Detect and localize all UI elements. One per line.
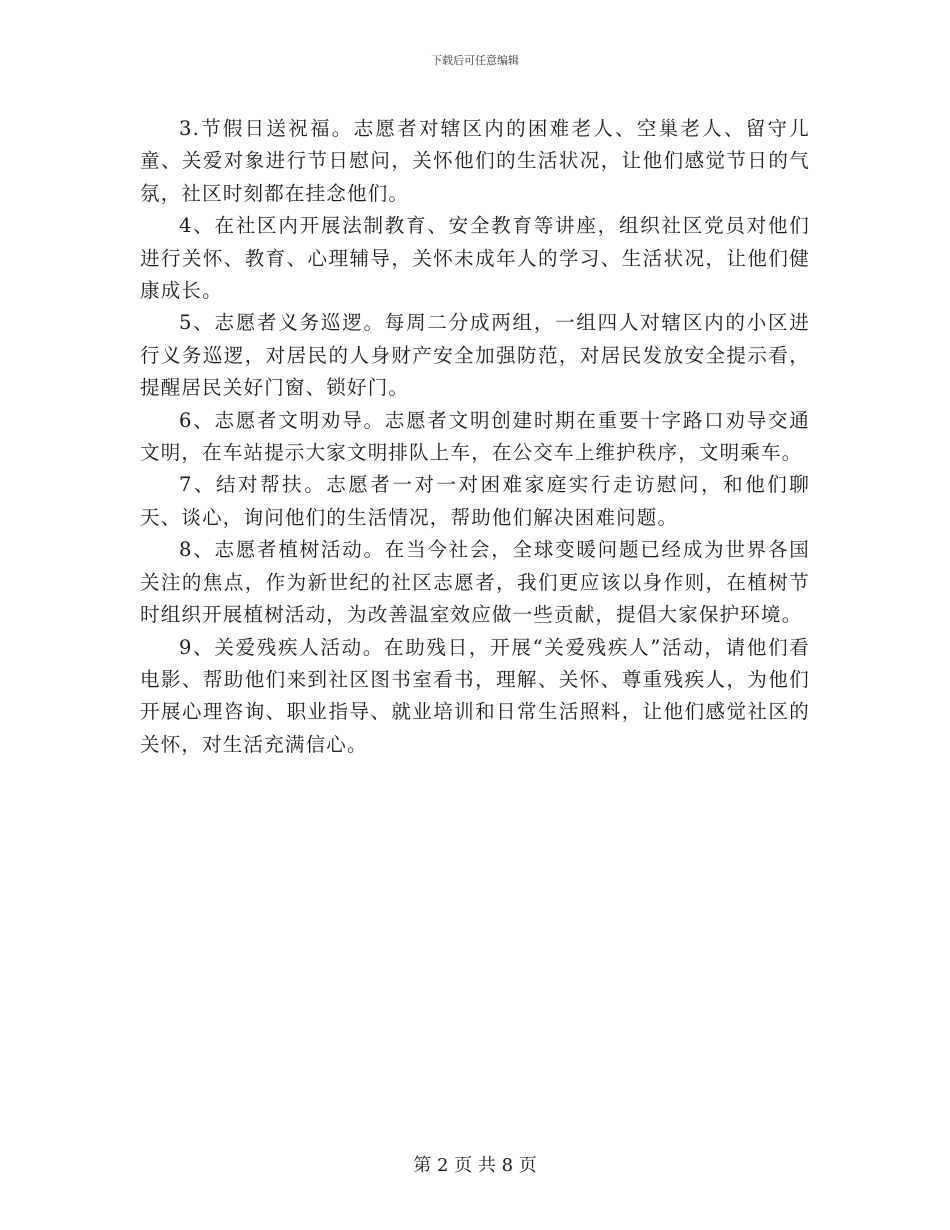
- paragraph-holiday-greetings: 3.节假日送祝福。志愿者对辖区内的困难老人、空巢老人、留守儿童、关爱对象进行节日慰问，关怀他们的生活状况，让他们感觉节日的气氛，社区时刻都在挂念他们。: [140, 117, 810, 205]
- paragraph-civility-guidance: 6、志愿者文明劝导。志愿者文明创建时期在重要十字路口劝导交通文明，在车站提示大家文明排队上车，在公交车上维护秩序，文明乘车。: [140, 408, 810, 465]
- paragraph-volunteer-patrol: 5、志愿者义务巡逻。每周二分成两组，一组四人对辖区内的小区进行义务巡逻，对居民的人身财产安全加强防范，对居民发放安全提示看，提醒居民关好门窗、锁好门。: [140, 311, 810, 400]
- download-edit-note: 下载后可任意编辑: [431, 54, 519, 67]
- document-body: [140, 113, 810, 761]
- paragraph-paired-assistance: 7、结对帮扶。志愿者一对一对困难家庭实行走访慰问，和他们聊天、谈心，询问他们的生活情况，帮助他们解决困难问题。: [140, 473, 810, 529]
- paragraph-disability-care: 9、关爱残疾人活动。在助残日，开展“关爱残疾人”活动，请他们看电影、帮助他们来到社区图书室看书，理解、关怀、尊重残疾人，为他们开展心理咨询、职业指导、就业培训和日常生活照料，让他们感觉社区的关怀，对生活充满信心。: [140, 635, 810, 756]
- paragraph-tree-planting: 8、志愿者植树活动。在当今社会，全球变暖问题已经成为世界各国关注的焦点，作为新世纪的社区志愿者，我们更应该以身作则，在植树节时组织开展植树活动，为改善温室效应做一些贡献，提倡大家保护环境。: [140, 538, 810, 627]
- paragraph-legal-safety-education: 4、在社区内开展法制教育、安全教育等讲座，组织社区党员对他们进行关怀、教育、心理辅导，关怀未成年人的学习、生活状况，让他们健康成长。: [140, 214, 810, 303]
- page-number-footer: 第 2 页 共 8 页: [413, 1155, 537, 1176]
